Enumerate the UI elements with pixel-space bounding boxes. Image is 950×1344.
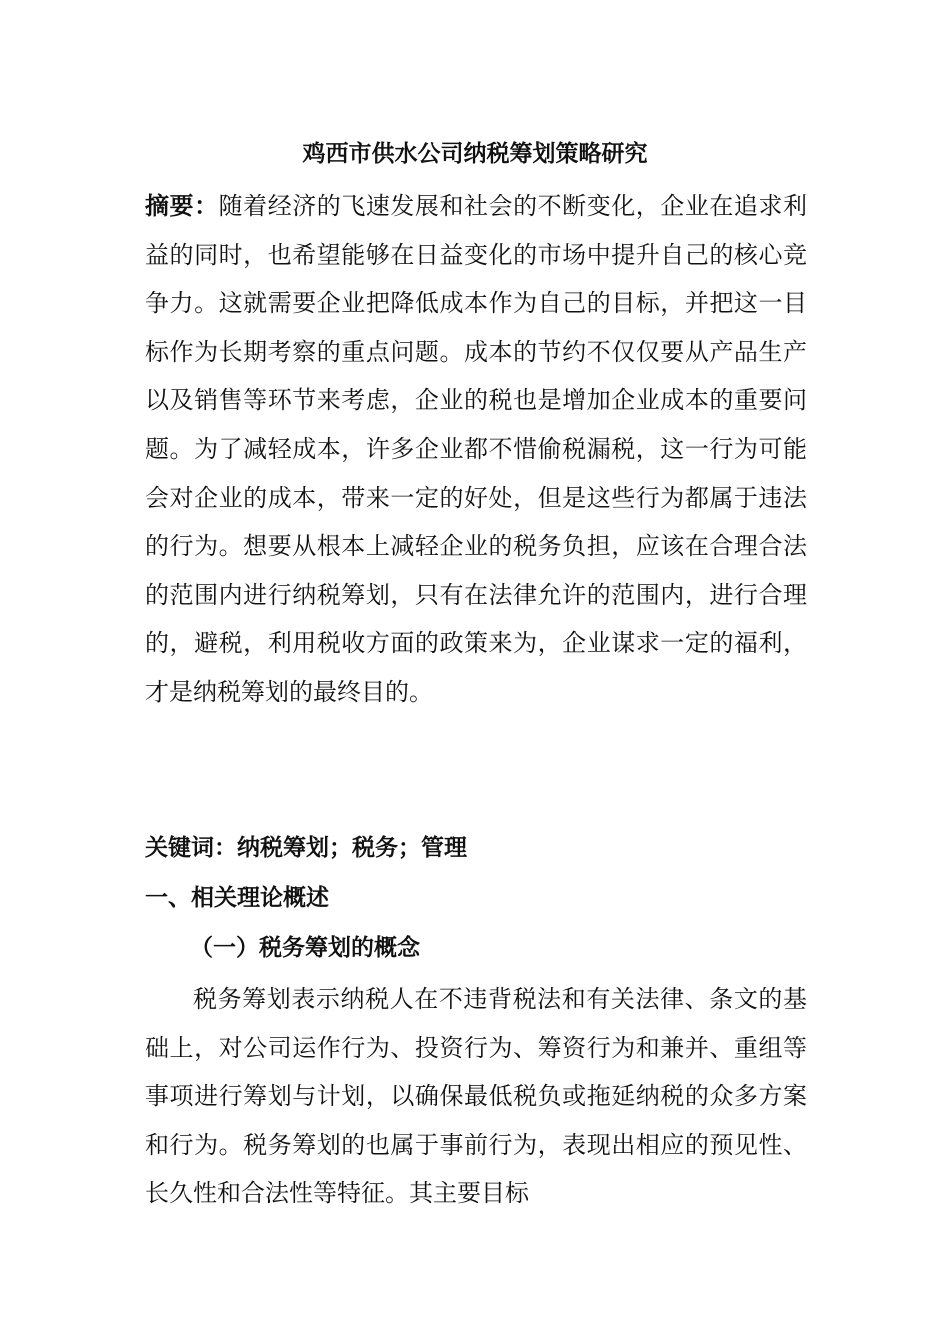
subsection-heading: （一）税务筹划的概念 [190, 934, 420, 961]
abstract-text: 随着经济的飞速发展和社会的不断变化，企业在追求利益的同时，也希望能够在日益变化的市场中提升自己的核心竞争力。这就需要企业把降低成本作为自己的目标，并把这一目标作为长期考察的重点问题。成本的节约不仅仅要从产品生产以及销售等环节来考虑，企业的税也是增加企业成本的重要问题。为了减轻成本，许多企业都不惜偷税漏税，这一行为可能会对企业的成本，带来一定的好处，但是这些行为都属于违法的行为。想要从根本上减轻企业的税务负担，应该在合理合法的范围内进行纳税筹划，只有在法律允许的范围内，进行合理的，避税，利用税收方面的政策来为，企业谋求一定的福利，才是纳税筹划的最终目的。 [145, 192, 808, 706]
abstract-paragraph [145, 182, 807, 717]
keywords-line: 关键词：纳税筹划；税务；管理 [145, 835, 467, 861]
body-paragraph: 税务筹划表示纳税人在不违背税法和有关法律、条文的基础上，对公司运作行为、投资行为、筹资行为和兼并、重组等事项进行筹划与计划，以确保最低税负或拖延纳税的众多方案和行为。税务筹划的也属于事前行为，表现出相应的预见性、长久性和合法性等特征。其主要目标 [145, 985, 807, 1208]
abstract-label: 摘要： [145, 192, 219, 220]
document-title: 鸡西市供水公司纳税筹划策略研究 [302, 141, 648, 167]
section-heading: 一、相关理论概述 [145, 885, 329, 911]
